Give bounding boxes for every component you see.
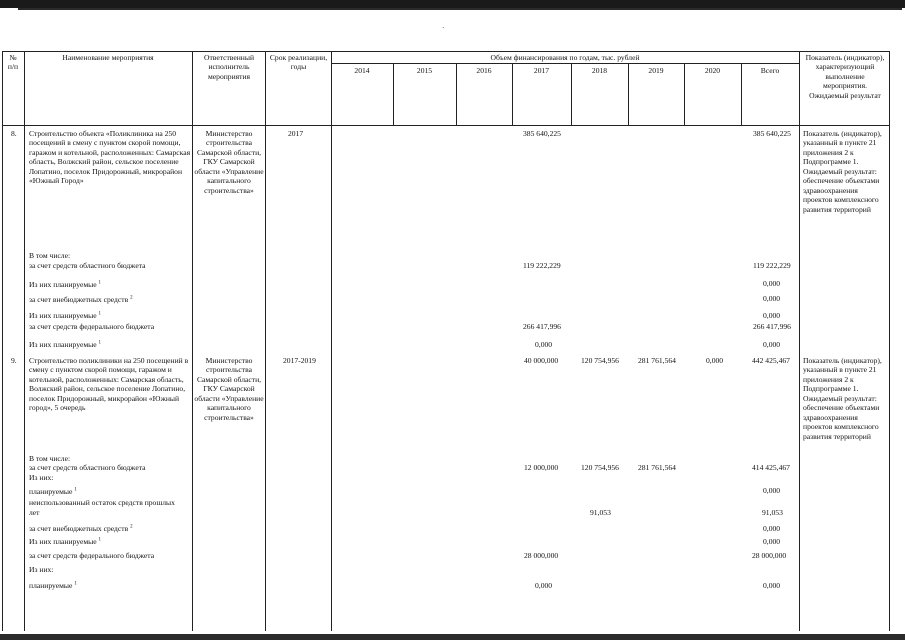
header-year-2019: 2019	[648, 66, 664, 75]
item9-indicator: Показатель (индикатор), указанный в пункте 21 приложения 2 к Подпрограмме 1. Ожидаемый результат: обеспечение объектами здравоохранения проектов комплексного развития территорий	[803, 356, 882, 441]
item8-responsible: Министерство строительства Самарской области, ГКУ Самарской области «Управление капитального строительства»	[194, 129, 264, 195]
footnote-mark: 2	[130, 524, 133, 530]
header-year-2015: 2015	[416, 66, 433, 75]
footnote-mark: 1	[98, 340, 102, 346]
item9-row-9-total: 0,000	[763, 581, 781, 590]
item8-total: 385 640,225	[753, 129, 791, 138]
header-year-2018: 2018	[591, 66, 608, 75]
years-header-line	[331, 63, 799, 64]
scan-top-border-inner	[18, 8, 902, 10]
header-year-2016: 2016	[476, 66, 492, 75]
item8-row-4-label: Из них планируемые $^1$	[29, 311, 102, 320]
header-num: №	[9, 53, 17, 62]
item8-name: Строительство объекта «Поликлиника на 250 посещений в смену с пунктом скорой помощи, гаражом и котельной, расположенных: Самарская область, Волжский район, сельское поселение Лопатино, поселок Придорожный, микрорайон «Южный Город»	[29, 129, 191, 186]
col-line-indicator	[799, 51, 800, 631]
item8-term: 2017	[288, 129, 304, 138]
item9-row-1-label: за счет средств областного бюджета	[29, 463, 146, 472]
footnote-mark: 1	[74, 581, 77, 587]
scan-bottom-border	[0, 634, 905, 640]
header-indicator: Показатель (индикатор), характеризующий выполнение мероприятия. Ожидаемый результат	[805, 53, 885, 100]
item8-row-3-total: 0,000	[763, 294, 781, 303]
col-line-1	[24, 51, 25, 631]
item9-num: 9.	[11, 356, 17, 365]
item9-row-2-label: Из них:	[29, 473, 54, 482]
footnote-mark: 1	[98, 537, 102, 543]
item9-row-5-total: 0,000	[763, 524, 781, 533]
item8-row-6-y2017: 0,000	[535, 340, 553, 349]
item9-row-1-y2018: 120 754,956	[581, 463, 619, 472]
footnote-mark: 1	[98, 280, 102, 286]
item9-row-1-total: 414 425,467	[752, 463, 790, 472]
item9-row-7-label: за счет средств федерального бюджета	[29, 551, 155, 560]
header-name: Наименование мероприятия	[62, 53, 154, 62]
footnote-mark: 1	[98, 311, 102, 317]
item8-y2017: 385 640,225	[523, 129, 561, 138]
item9-total: 442 425,467	[752, 356, 790, 365]
header-term: Срок реализации, годы	[269, 53, 328, 72]
item9-row-0-label: В том числе:	[29, 454, 71, 463]
header-year-2017: 2017	[533, 66, 550, 75]
header-responsible: Ответственный исполнитель мероприятия	[203, 53, 255, 81]
item8-row-6-label: Из них планируемые $^1$	[29, 340, 102, 349]
header-year-2014: 2014	[354, 66, 370, 75]
item8-num: 8.	[11, 129, 17, 138]
item9-y2020: 0,000	[706, 356, 724, 365]
item9-name: Строительство поликлиники на 250 посещений в смену с пунктом скорой помощи, гаражом и котельной, расположенных: Самарская область, Волжский район, сельское поселение Лопатино, поселок Придорожный, микрорайон «Южный город», 5 очередь	[29, 356, 189, 413]
item9-row-6-label: Из них планируемые $^1$	[29, 537, 102, 546]
header-num-2: п/п	[7, 62, 19, 71]
item8-row-4-total: 0,000	[763, 311, 781, 320]
item8-row-2-total: 0,000	[763, 279, 781, 288]
item9-y2019: 281 761,564	[638, 356, 676, 365]
item9-row-4-label: неиспользованный остаток средств прошлых	[29, 498, 175, 507]
table-top-line	[2, 51, 889, 52]
item9-row-4-y2018: 91,053	[590, 508, 611, 517]
item8-row-1-total: 119 222,229	[753, 261, 791, 270]
col-line-3	[265, 51, 266, 631]
item9-row-1-y2017: 12 000,000	[524, 463, 559, 472]
col-line-4	[331, 51, 332, 631]
item8-row-2-label: Из них планируемые $^1$	[29, 280, 102, 289]
scan-top-border	[0, 0, 905, 8]
item8-indicator: Показатель (индикатор), указанный в пункте 21 приложения 2 к Подпрограмме 1. Ожидаемый результат: обеспечение объектами здравоохранения проектов комплексного развития территорий	[803, 129, 882, 214]
header-year-total: Всего	[760, 66, 780, 75]
item8-row-1-y2017: 119 222,229	[523, 261, 561, 270]
item9-row-1-y2019: 281 761,564	[638, 463, 676, 472]
item9-row-9-label: планируемые $^1$	[29, 581, 77, 590]
col-line-end	[889, 51, 890, 631]
item9-responsible: Министерство строительства Самарской области, ГКУ Самарской области «Управление капитального строительства»	[194, 356, 264, 422]
col-line-2	[192, 51, 193, 631]
header-volume: Объем финансирования по годам, тыс. рублей	[490, 53, 640, 62]
item9-row-7-total: 28 000,000	[752, 551, 787, 560]
item9-row-9-y2017: 0,000	[535, 581, 553, 590]
item9-term: 2017-2019	[283, 356, 316, 365]
item8-row-5-total: 266 417,996	[753, 322, 791, 331]
footnote-mark: 2	[130, 295, 133, 301]
item9-row-6-total: 0,000	[763, 537, 781, 546]
header-year-2020: 2020	[704, 66, 721, 75]
item9-row-5-label: за счет внебюджетных средств $^2$	[29, 524, 133, 533]
item8-row-6-total: 0,000	[763, 340, 781, 349]
item9-y2018: 120 754,956	[581, 356, 619, 365]
item8-row-0-label: В том числе:	[29, 251, 71, 260]
col-line-0	[2, 51, 3, 631]
scan-speck: ·	[442, 24, 445, 32]
item9-row-4-total: 91,053	[762, 508, 783, 517]
item9-row-8-label: Из них:	[29, 565, 54, 574]
item9-row-7-y2017: 28 000,000	[524, 551, 559, 560]
header-bottom-line	[2, 125, 889, 126]
footnote-mark: 1	[74, 487, 77, 493]
item8-row-1-label: за счет средств областного бюджета	[29, 261, 146, 270]
item9-y2017: 40 000,000	[524, 356, 559, 365]
item8-row-5-label: за счет средств федерального бюджета	[29, 322, 155, 331]
item9-row-4-label-2: лет	[29, 508, 40, 517]
item9-row-3-label: планируемые $^1$	[29, 487, 77, 496]
item8-row-5-y2017: 266 417,996	[523, 322, 561, 331]
item9-row-3-total: 0,000	[763, 486, 781, 495]
item8-row-3-label: за счет внебюджетных средств $^2$	[29, 295, 133, 304]
